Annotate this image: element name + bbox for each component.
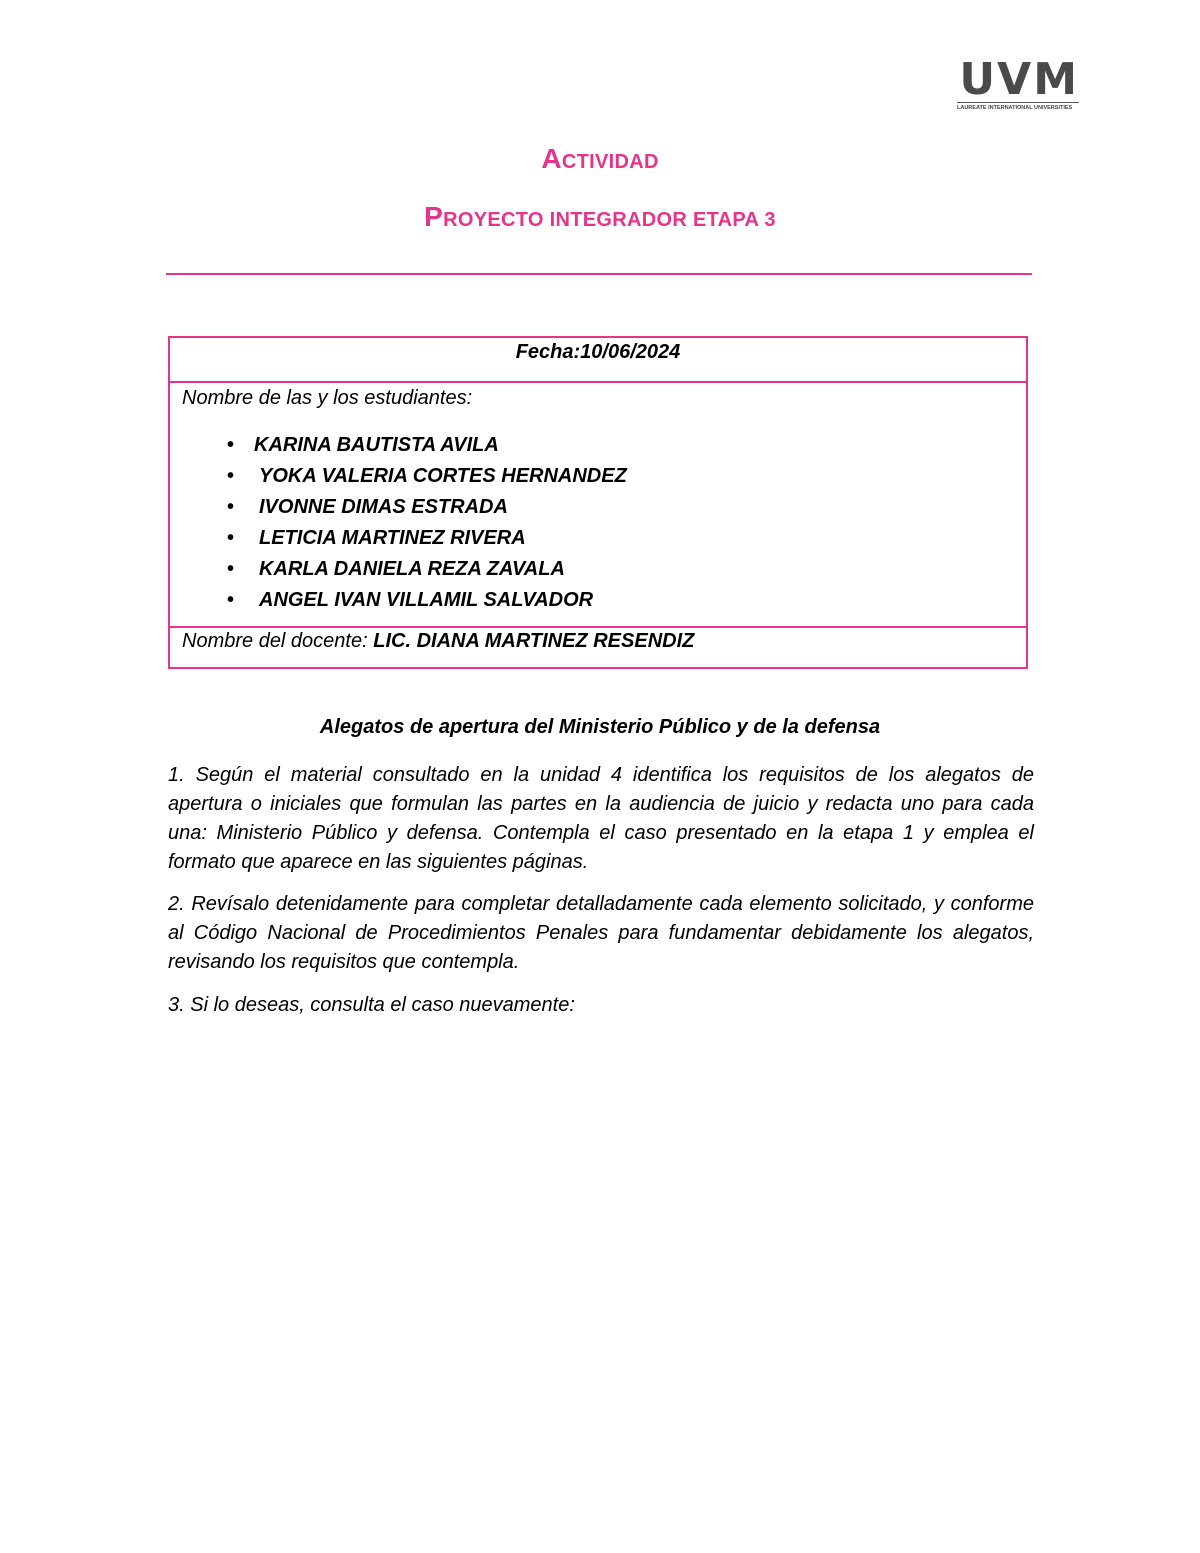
date-row — [170, 338, 1026, 383]
logo-tagline: LAUREATE INTERNATIONAL UNIVERSITIES — [957, 102, 1079, 112]
info-table — [168, 336, 1028, 669]
bullet-icon: • — [227, 527, 235, 549]
instruction-paragraph-1: 1. Según el material consultado en la unidad 4 identifica los requisitos de los alegatos de apertura o iniciales que formulan las partes en la audiencia de juicio y redacta uno para cada una: Ministerio Público y defensa. Contempla el caso presentado en la etapa 1 y emplea el formato que aparece en las siguientes páginas. — [168, 764, 1034, 873]
instruction-paragraph-3: 3. Si lo deseas, consulta el caso nuevamente: — [168, 994, 575, 1016]
uvm-logo — [957, 54, 1079, 114]
students-label: Nombre de las y los estudiantes: — [182, 387, 473, 409]
heading-proyecto: PROYECTO INTEGRADOR ETAPA 3 — [424, 201, 776, 232]
bullet-icon: • — [227, 434, 235, 456]
teacher-line — [182, 630, 694, 653]
students-row — [170, 383, 1026, 628]
teacher-name: LIC. DIANA MARTINEZ RESENDIZ — [373, 630, 695, 652]
teacher-row — [170, 628, 1026, 669]
heading-actividad: ACTIVIDAD — [541, 143, 659, 174]
teacher-label: Nombre del docente: — [182, 630, 374, 652]
date-text: Fecha:10/06/2024 — [515, 341, 681, 363]
logo-text: UVM — [959, 54, 1079, 105]
bullet-icon: • — [227, 558, 235, 580]
student-name: ANGEL IVAN VILLAMIL SALVADOR — [259, 589, 594, 611]
section-title: Alegatos de apertura del Ministerio Público y de la defensa — [319, 716, 881, 738]
instruction-paragraph-2: 2. Revísalo detenidamente para completar detalladamente cada elemento solicitado, y conforme al Código Nacional de Procedimientos Penales para fundamentar debidamente los alegatos, revisando los requisitos que contempla. — [168, 893, 1034, 973]
bullet-icon: • — [227, 589, 235, 611]
student-name: YOKA VALERIA CORTES HERNANDEZ — [259, 465, 627, 487]
student-name: KARINA BAUTISTA AVILA — [254, 434, 499, 456]
student-name: IVONNE DIMAS ESTRADA — [259, 496, 508, 518]
student-name: LETICIA MARTINEZ RIVERA — [259, 527, 526, 549]
student-name: KARLA DANIELA REZA ZAVALA — [259, 558, 565, 580]
bullet-icon: • — [227, 465, 235, 487]
bullet-icon: • — [227, 496, 235, 518]
header-divider — [166, 273, 1032, 275]
